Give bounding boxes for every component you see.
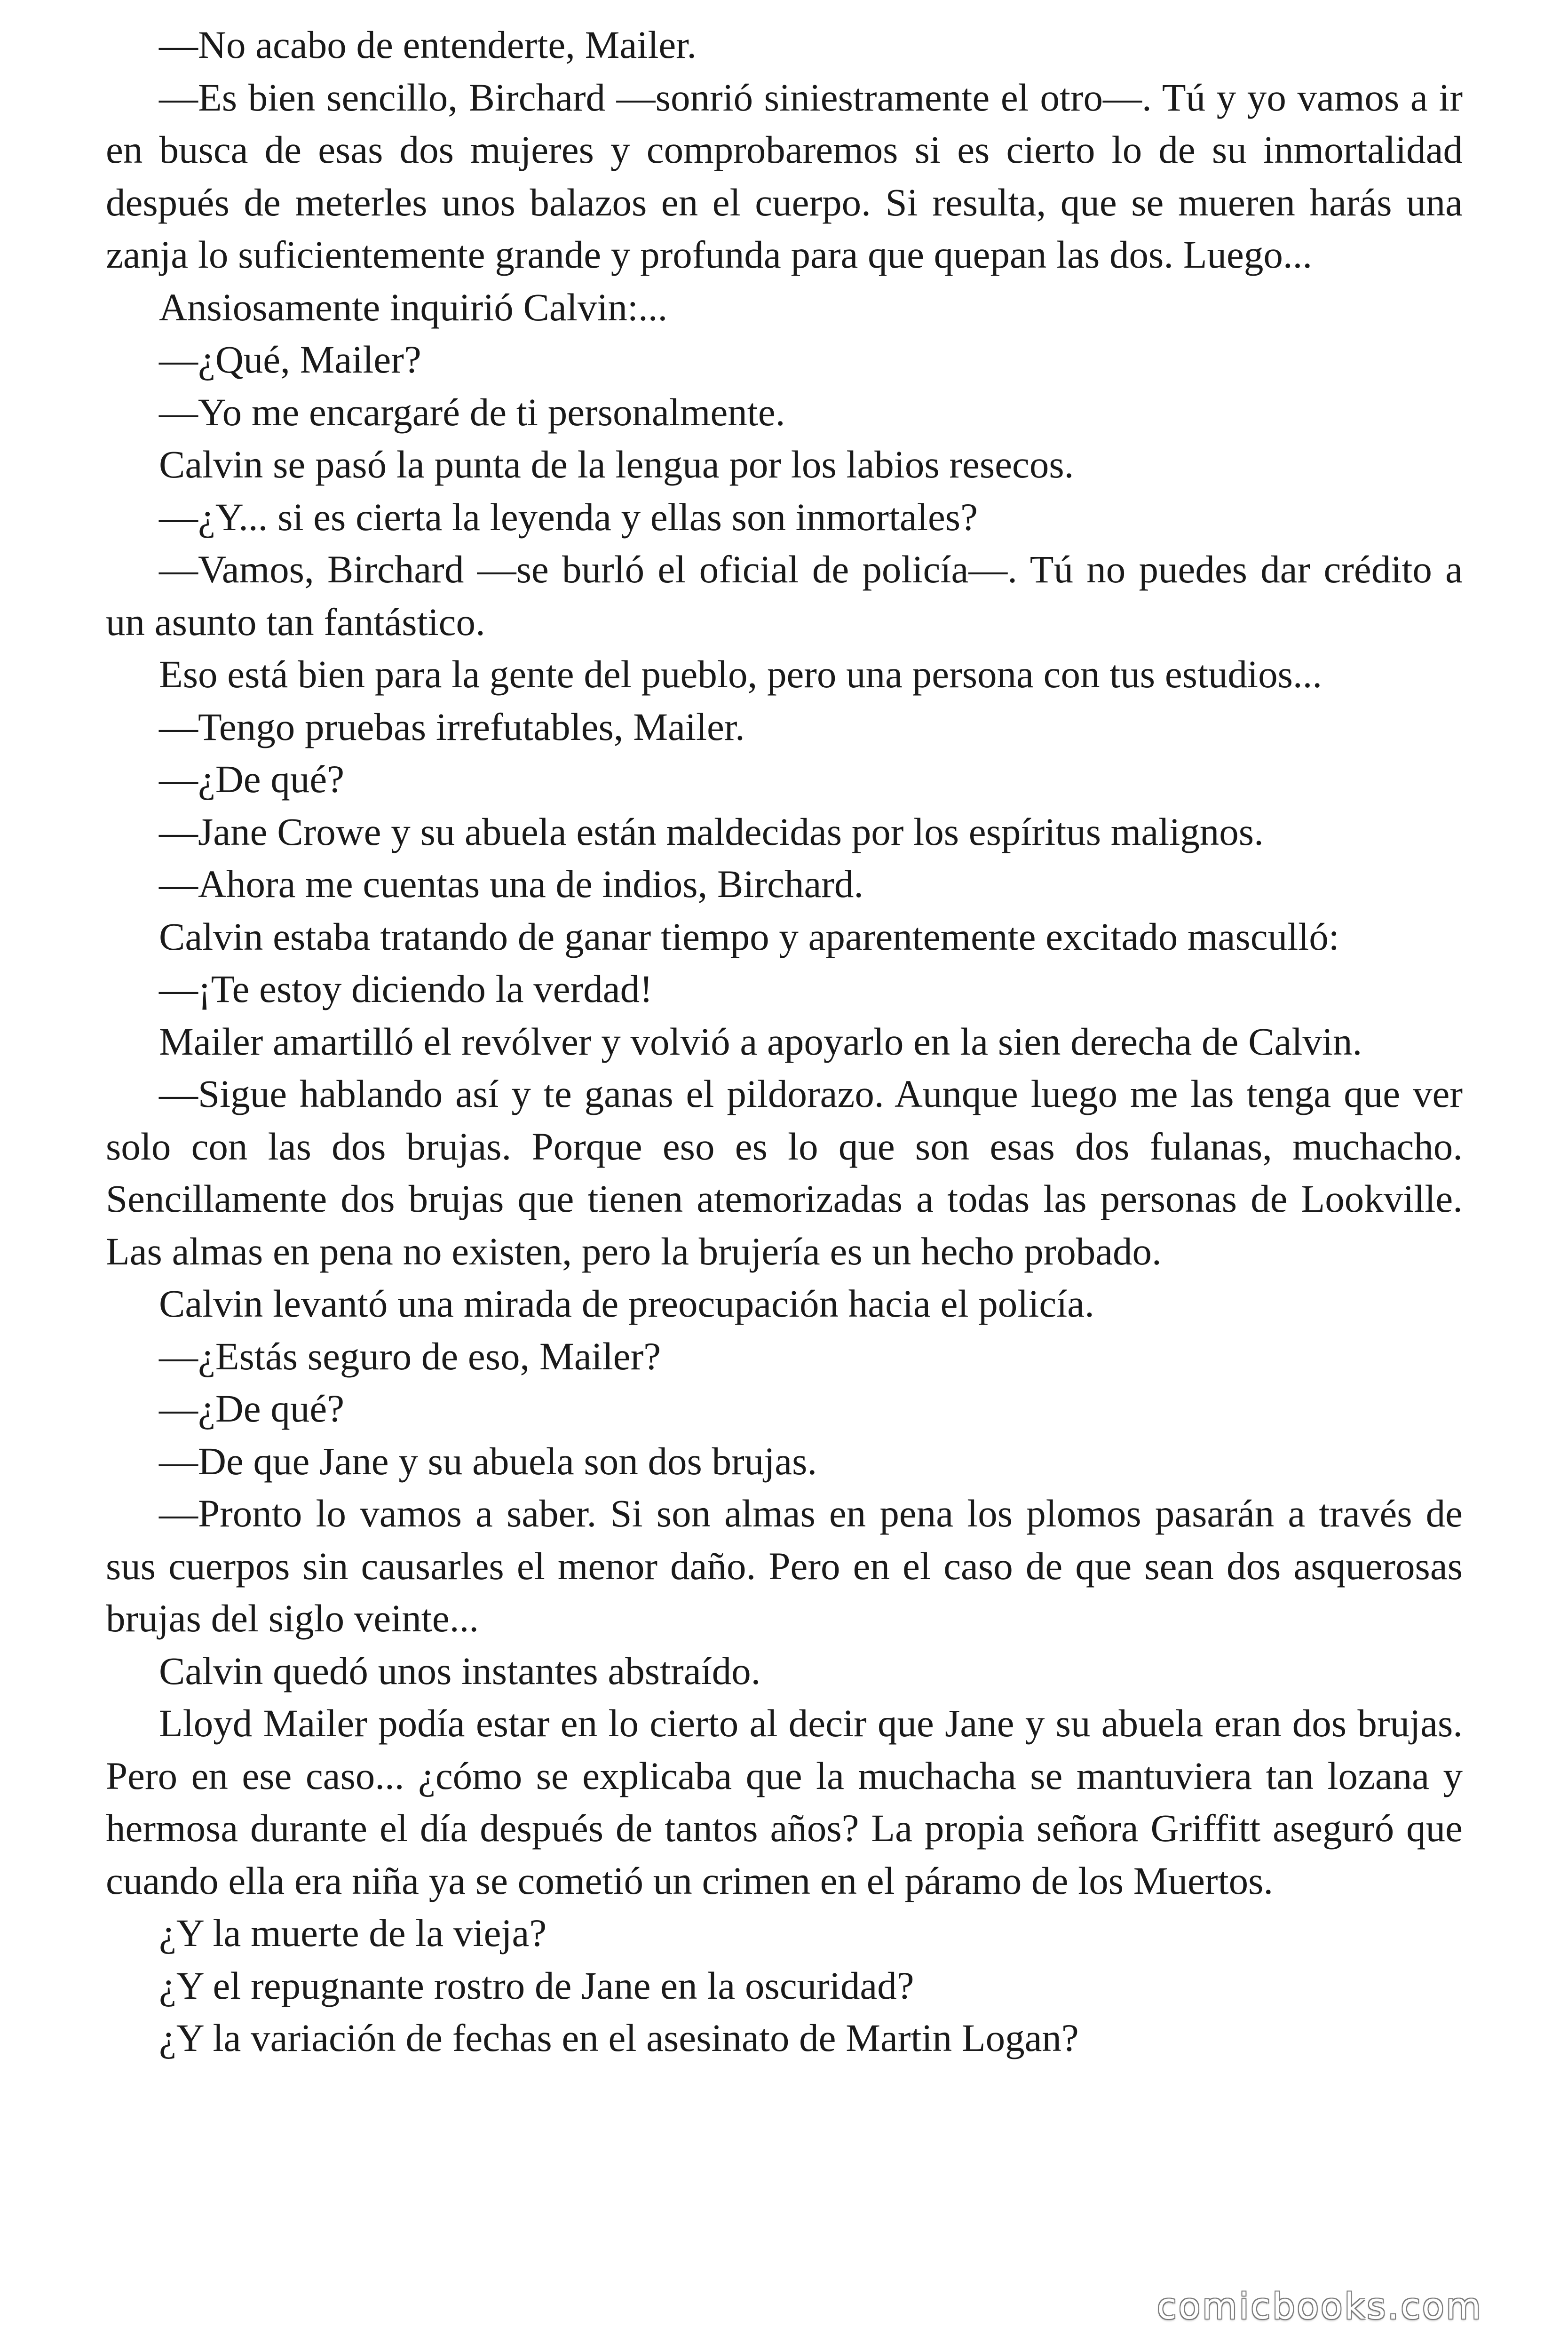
paragraph: Calvin levantó una mirada de preocupación hacia el policía.: [159, 1282, 1094, 1325]
paragraph: Eso está bien para la gente del pueblo, pero una persona con tus estudios...: [159, 652, 1323, 696]
paragraph: —De que Jane y su abuela son dos brujas.: [159, 1439, 817, 1483]
paragraph: —Tengo pruebas irrefutables, Mailer.: [159, 705, 745, 748]
paragraph: Lloyd Mailer podía estar en lo cierto al decir que Jane y su abuela eran dos brujas. Pero en ese caso... ¿cómo se explicaba que la muchacha se mantuviera tan lozana y hermosa durante el día después de tantos años? La propia señora Griffitt aseguró que cuando ella era niña ya se cometió un crimen en el páramo de los Muertos.: [106, 1701, 1463, 1902]
paragraph: Calvin estaba tratando de ganar tiempo y aparentemente excitado masculló:: [159, 914, 1339, 958]
paragraph: —¿Qué, Mailer?: [159, 338, 421, 381]
paragraph: Ansiosamente inquirió Calvin:...: [159, 285, 668, 329]
paragraph: —¿Estás seguro de eso, Mailer?: [159, 1334, 661, 1378]
paragraph: —Yo me encargaré de ti personalmente.: [159, 390, 785, 434]
paragraph: —¡Te estoy diciendo la verdad!: [159, 967, 653, 1010]
watermark-logo: comicbooks.com: [1157, 2285, 1483, 2327]
paragraph: ¿Y la muerte de la vieja?: [159, 1911, 547, 1955]
paragraph: Calvin quedó unos instantes abstraído.: [159, 1649, 761, 1692]
paragraph: —¿De qué?: [159, 1387, 345, 1430]
paragraph: —¿De qué?: [159, 757, 345, 801]
paragraph: —Es bien sencillo, Birchard —sonrió siniestramente el otro—. Tú y yo vamos a ir en busca de esas dos mujeres y comprobaremos si es cierto lo de su inmortalidad después de meterles unos balazos en el cuerpo. Si resulta, que se mueren harás una zanja lo suficientemente grande y profunda para que quepan las dos. Luego...: [106, 75, 1463, 276]
paragraph: —Pronto lo vamos a saber. Si son almas en pena los plomos pasarán a través de sus cuerpos sin causarles el menor daño. Pero en el caso de que sean dos asquerosas brujas del siglo veinte...: [106, 1492, 1463, 1640]
paragraph: ¿Y el repugnante rostro de Jane en la oscuridad?: [159, 1963, 914, 2007]
paragraph: —¿Y... si es cierta la leyenda y ellas son inmortales?: [159, 495, 978, 539]
paragraph: Calvin se pasó la punta de la lengua por los labios resecos.: [159, 443, 1074, 486]
book-page-text: [106, 19, 1463, 2065]
paragraph: ¿Y la variación de fechas en el asesinato de Martin Logan?: [159, 2016, 1079, 2059]
paragraph: —Ahora me cuentas una de indios, Birchard.: [159, 862, 864, 906]
paragraph: —No acabo de entenderte, Mailer.: [159, 23, 697, 66]
paragraph: Mailer amartilló el revólver y volvió a apoyarlo en la sien derecha de Calvin.: [159, 1019, 1362, 1063]
paragraph: —Sigue hablando así y te ganas el pildorazo. Aunque luego me las tenga que ver solo con las dos brujas. Porque eso es lo que son esas dos fulanas, muchacho. Sencillamente dos brujas que tienen atemorizadas a todas las personas de Lookville. Las almas en pena no existen, pero la brujería es un hecho probado.: [106, 1072, 1463, 1273]
paragraph: —Jane Crowe y su abuela están maldecidas por los espíritus malignos.: [159, 810, 1264, 853]
paragraph: —Vamos, Birchard —se burló el oficial de policía—. Tú no puedes dar crédito a un asunto tan fantástico.: [106, 548, 1463, 644]
